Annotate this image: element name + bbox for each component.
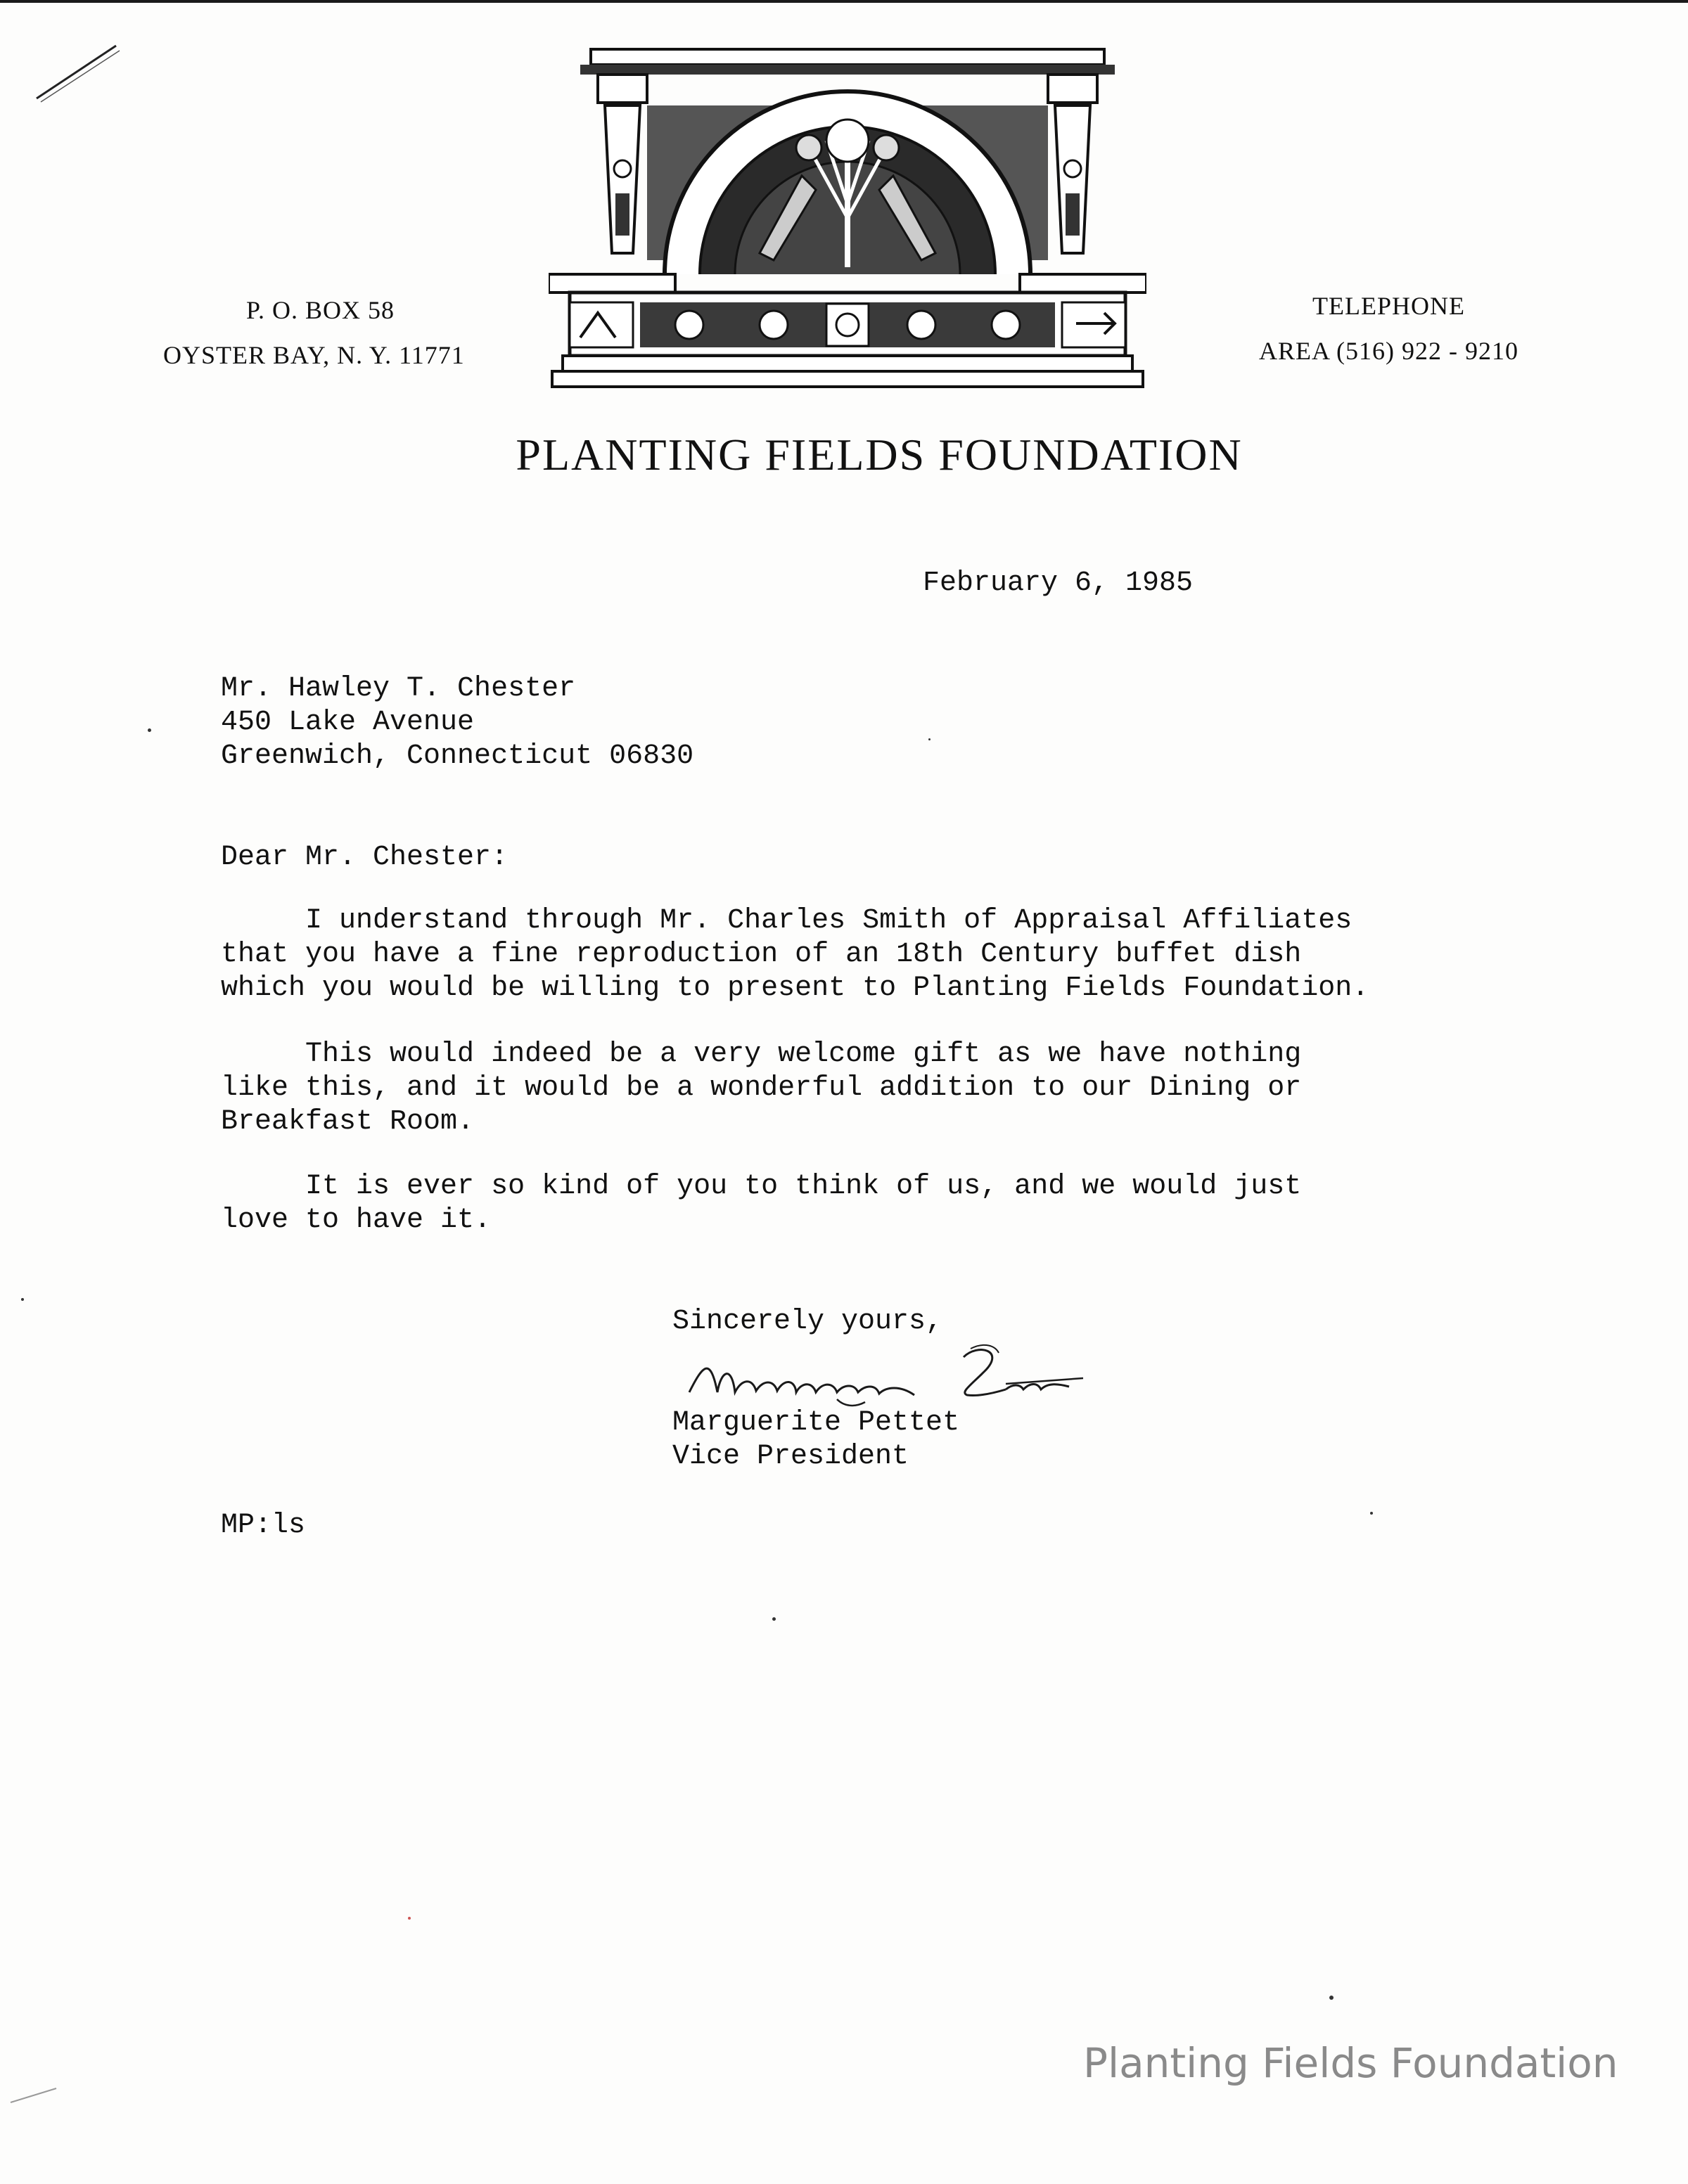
paragraph-2-line-1: This would indeed be a very welcome gift as we have nothing — [221, 1039, 1302, 1070]
address-line-2: OYSTER BAY, N. Y. 11771 — [163, 341, 465, 369]
scan-speck — [772, 1617, 776, 1621]
scan-speck — [148, 728, 151, 732]
recipient-city: Greenwich, Connecticut 06830 — [221, 740, 694, 772]
scan-speck — [21, 1298, 24, 1301]
signer-name: Marguerite Pettet — [672, 1407, 960, 1439]
paragraph-3-line-1: It is ever so kind of you to think of us, and we would just — [221, 1171, 1302, 1202]
scan-edge — [0, 0, 1688, 3]
scan-speck — [928, 738, 931, 740]
watermark-text: Planting Fields Foundation — [1083, 2039, 1618, 2087]
scan-speck — [1329, 1996, 1334, 2000]
scan-mark — [28, 35, 127, 113]
closing: Sincerely yours, — [672, 1306, 943, 1337]
paragraph-1-line-3: which you would be willing to present to Planting Fields Foundation. — [221, 972, 1369, 1004]
telephone-label: TELEPHONE — [1312, 292, 1465, 320]
recipient-name: Mr. Hawley T. Chester — [221, 673, 576, 705]
scan-speck — [408, 1917, 411, 1920]
address-line-1: P. O. BOX 58 — [246, 296, 395, 324]
paragraph-1-line-2: that you have a fine reproduction of an 18th Century buffet dish — [221, 939, 1302, 970]
scan-speck — [1370, 1512, 1373, 1515]
salutation: Dear Mr. Chester: — [221, 842, 509, 873]
signer-title: Vice President — [672, 1441, 909, 1472]
paragraph-1-line-1: I understand through Mr. Charles Smith of Appraisal Affiliates — [221, 905, 1353, 937]
paragraph-2-line-2: like this, and it would be a wonderful addition to our Dining or — [221, 1072, 1302, 1104]
paragraph-3-line-2: love to have it. — [221, 1205, 492, 1236]
scan-mark — [7, 2081, 63, 2109]
organization-name: PLANTING FIELDS FOUNDATION — [516, 430, 1243, 480]
reference-initials: MP:ls — [221, 1510, 306, 1541]
foundation-emblem — [549, 42, 1146, 408]
paragraph-2-line-3: Breakfast Room. — [221, 1106, 475, 1138]
telephone-number: AREA (516) 922 - 9210 — [1259, 337, 1518, 365]
recipient-street: 450 Lake Avenue — [221, 707, 475, 738]
letter-date: February 6, 1985 — [923, 567, 1194, 599]
